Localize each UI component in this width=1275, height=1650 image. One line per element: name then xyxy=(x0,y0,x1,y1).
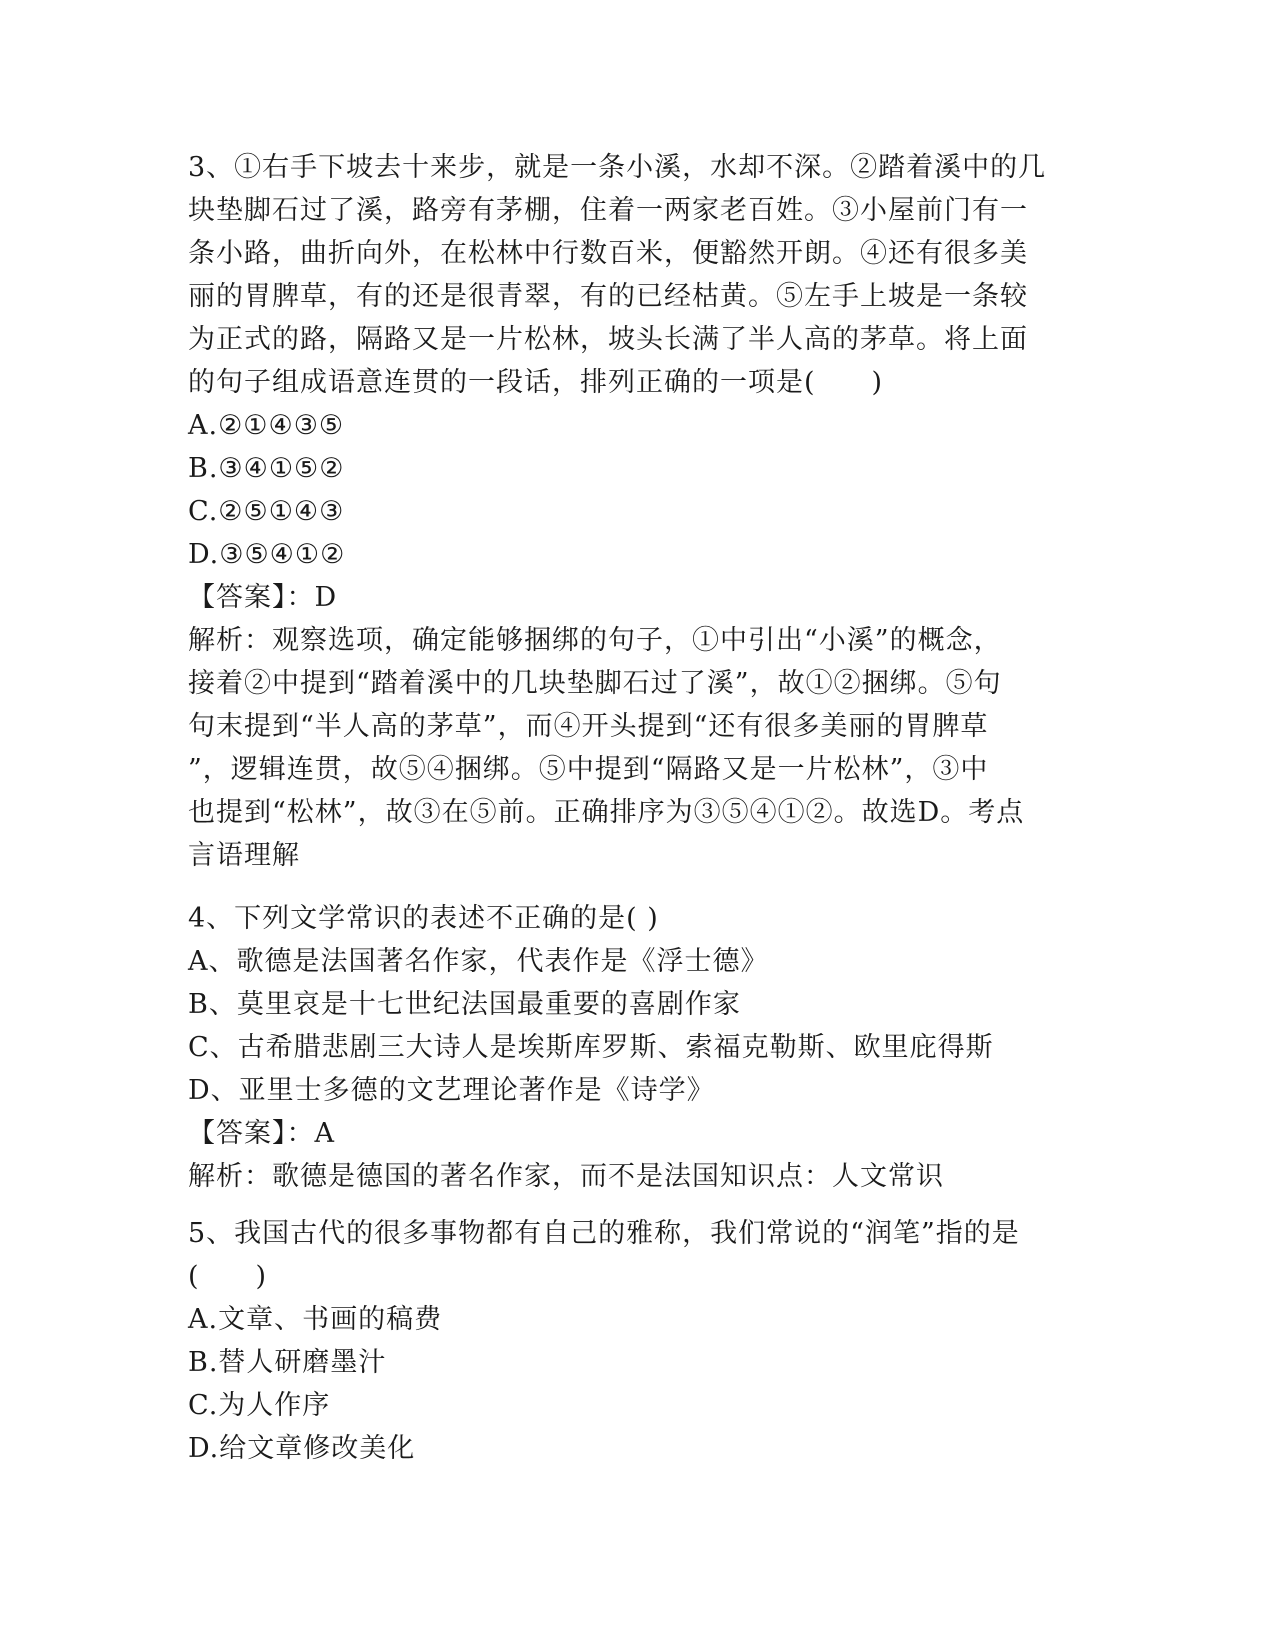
analysis-line: 句末提到“半人高的茅草”，而④开头提到“还有很多美丽的胃脾草 xyxy=(188,711,989,742)
question-5 xyxy=(188,1212,1088,1470)
analysis-line: 言语理解 xyxy=(188,840,300,871)
stem-line: ( ) xyxy=(188,1261,268,1292)
spacer xyxy=(188,1198,1088,1212)
option-b: B、莫里哀是十七世纪法国最重要的喜剧作家 xyxy=(188,989,741,1020)
analysis-line: 解析：歌德是德国的著名作家，而不是法国知识点：人文常识 xyxy=(188,1161,944,1192)
option-list xyxy=(188,404,1088,576)
analysis xyxy=(188,619,1088,877)
stem-line: 块垫脚石过了溪，路旁有茅棚，住着一两家老百姓。③小屋前门有一 xyxy=(188,195,1028,226)
analysis-line: 接着②中提到“踏着溪中的几块垫脚石过了溪”，故①②捆绑。⑤句 xyxy=(188,668,1002,699)
option-c: C.为人作序 xyxy=(188,1390,331,1421)
option-list xyxy=(188,940,1088,1112)
option-d: D、亚里士多德的文艺理论著作是《诗学》 xyxy=(188,1075,715,1106)
option-a: A、歌德是法国著名作家，代表作是《浮士德》 xyxy=(188,946,769,977)
option-a: A.②①④③⑤ xyxy=(188,410,345,441)
option-d: D.③⑤④①② xyxy=(188,539,346,570)
option-d: D.给文章修改美化 xyxy=(188,1433,416,1464)
option-list xyxy=(188,1298,1088,1470)
stem-line: 的句子组成语意连贯的一段话，排列正确的一项是( ) xyxy=(188,367,884,398)
option-b: B.③④①⑤② xyxy=(188,453,345,484)
stem-line: 为正式的路，隔路又是一片松林，坡头长满了半人高的茅草。将上面 xyxy=(188,324,1028,355)
stem-line: 丽的胃脾草，有的还是很青翠，有的已经枯黄。⑤左手上坡是一条较 xyxy=(188,281,1028,312)
analysis-line: 解析：观察选项，确定能够捆绑的句子，①中引出“小溪”的概念， xyxy=(188,625,1002,656)
stem-line: 条小路，曲折向外，在松林中行数百米，便豁然开朗。④还有很多美 xyxy=(188,238,1028,269)
option-a: A.文章、书画的稿费 xyxy=(188,1304,443,1335)
analysis-line: ”，逻辑连贯，故⑤④捆绑。⑤中提到“隔路又是一片松林”，③中 xyxy=(188,754,989,785)
stem-line: 5、我国古代的很多事物都有自己的雅称，我们常说的“润笔”指的是 xyxy=(188,1218,1020,1249)
spacer xyxy=(188,877,1088,897)
option-c: C、古希腊悲剧三大诗人是埃斯库罗斯、索福克勒斯、欧里庇得斯 xyxy=(188,1032,994,1063)
answer: 【答案】：A xyxy=(188,1118,335,1149)
stem-line: 3、①右手下坡去十来步，就是一条小溪，水却不深。②踏着溪中的几 xyxy=(188,152,1047,183)
document-body xyxy=(188,146,1088,1470)
question-stem xyxy=(188,146,1088,404)
stem-line: 4、下列文学常识的表述不正确的是( ) xyxy=(188,903,659,934)
question-3 xyxy=(188,146,1088,877)
option-b: B.替人研磨墨汁 xyxy=(188,1347,387,1378)
analysis-line: 也提到“松林”，故③在⑤前。正确排序为③⑤④①②。故选D。考点 xyxy=(188,797,1025,828)
option-c: C.②⑤①④③ xyxy=(188,496,345,527)
question-4 xyxy=(188,897,1088,1198)
answer: 【答案】：D xyxy=(188,582,338,613)
